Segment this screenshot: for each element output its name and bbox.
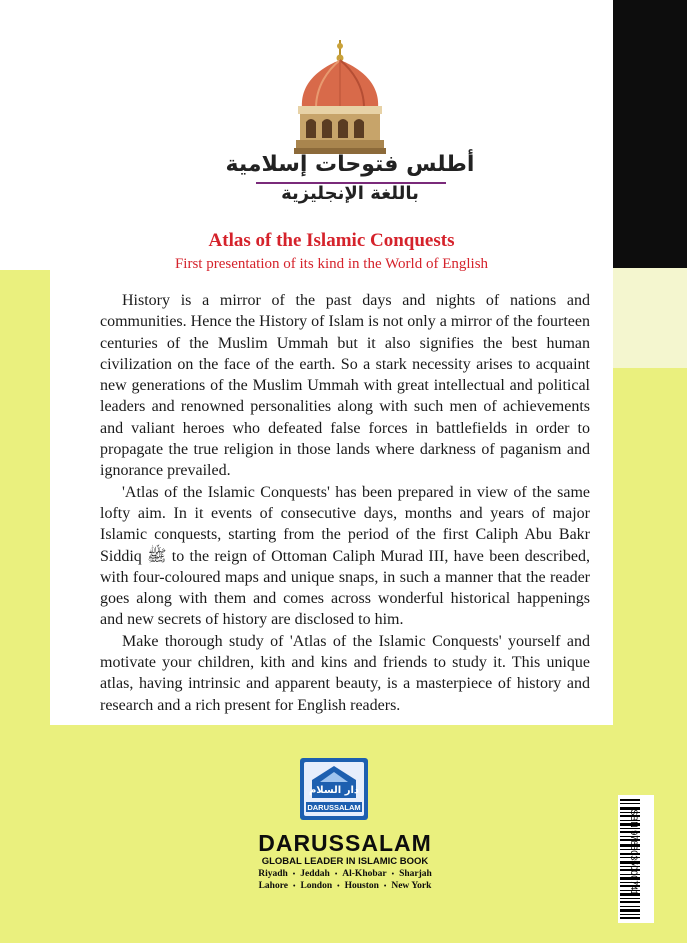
logo-latin-text: DARUSSALAM bbox=[307, 803, 361, 812]
city: New York bbox=[391, 881, 432, 891]
dome-icon bbox=[290, 38, 390, 156]
spine-strip-dark bbox=[612, 0, 687, 268]
blurb bbox=[100, 290, 590, 716]
publisher-block bbox=[240, 830, 450, 892]
logo-arabic-text: دار السلام bbox=[308, 785, 360, 796]
city: Jeddah bbox=[300, 869, 330, 879]
city: Riyadh bbox=[258, 869, 288, 879]
isbn-barcode bbox=[618, 795, 654, 923]
city: Lahore bbox=[258, 881, 288, 891]
isbn-label: ISBN bbox=[629, 806, 639, 828]
arabic-subtitle: باللغة الإنجليزية bbox=[281, 183, 419, 204]
arabic-title: أطلس فتوحات إسلامية bbox=[225, 152, 475, 177]
city: London bbox=[300, 881, 333, 891]
blurb-paragraph: History is a mirror of the past days and nights of nations and communities. Hence the History of Islam is not only a mirror of the fourteen centuries of the Muslim Ummah but it also signifies the best human civilization on the face of the earth. So a stark necessity arises to acquaint new generations of the Muslim Ummah with great intellectual and political leaders and renowned personalities along with such men of achievements and valiant heroes who defeated false forces in battlefields in order to propagate the true religion in those lands where darkness of paganism and ignorance prevailed. bbox=[100, 292, 590, 480]
city: Sharjah bbox=[399, 869, 432, 879]
book-subtitle: First presentation of its kind in the World of English bbox=[174, 256, 489, 272]
publisher-tagline: GLOBAL LEADER IN ISLAMIC BOOK bbox=[261, 856, 429, 867]
city: Houston bbox=[344, 881, 379, 891]
publisher-name: DARUSSALAM bbox=[258, 830, 432, 856]
isbn-text bbox=[627, 796, 639, 906]
publisher-cities-row1: Riyadh • Jeddah • Al-Khobar • Sharjah bbox=[258, 869, 432, 879]
publisher-logo-icon bbox=[300, 758, 368, 820]
blurb-paragraph: Make thorough study of 'Atlas of the Islamic Conquests' yourself and motivate your children, kith and kins and friends to study it. This unique atlas, having intrinsic and apparent beauty, is a masterpiece of history and research and a rich present for English readers. bbox=[100, 632, 590, 714]
isbn-digits: 9786035000741 bbox=[629, 830, 639, 896]
blurb-paragraph: 'Atlas of the Islamic Conquests' has been prepared in view of the same lofty aim. In it events of consecutive days, months and years of major Islamic conquests, starting from the period of the first Caliph Abu Bakr Siddiq ﷺ to the reign of Ottoman Caliph Murad III, have been described, with four-coloured maps and unique snaps, in such a manner that the reader goes along with them and comes across wonderful historical happenings and new secrets of history are disclosed to him. bbox=[100, 483, 591, 629]
publisher-cities-row2: Lahore • London • Houston • New York bbox=[258, 881, 432, 891]
city: Al-Khobar bbox=[342, 869, 387, 879]
book-title: Atlas of the Islamic Conquests bbox=[208, 230, 455, 251]
spine-strip-light bbox=[612, 268, 687, 368]
